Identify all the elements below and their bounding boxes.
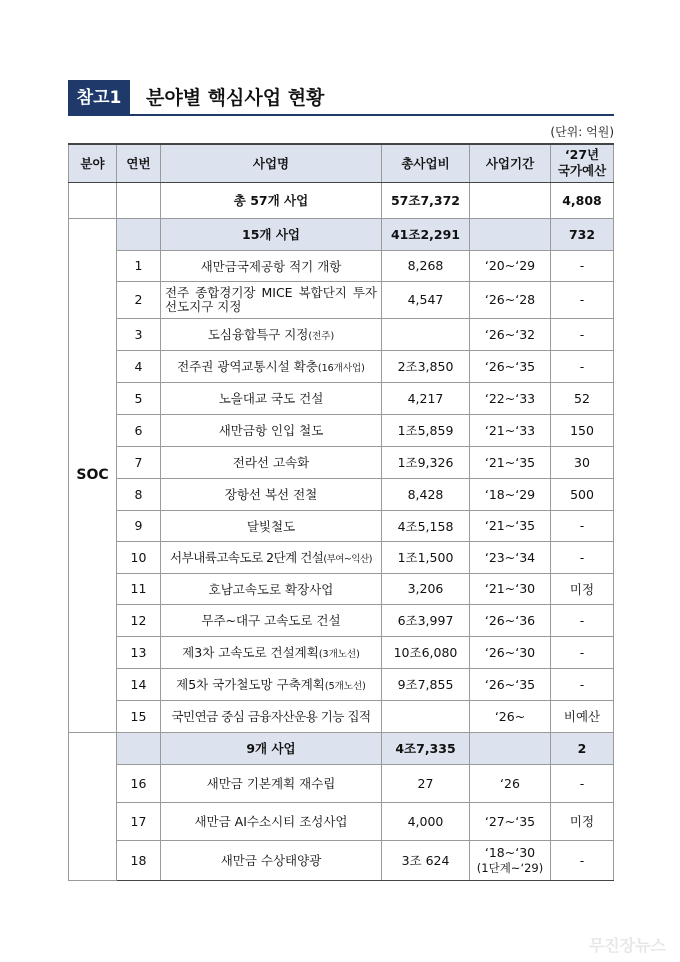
row-name-text: 새만금국제공항 적기 개항 bbox=[200, 258, 342, 274]
row-name-text: 전주 종합경기장 MICE 복합단지 투자선도지구 지정 bbox=[165, 284, 377, 314]
reference-tag: 참고1 bbox=[68, 80, 130, 116]
row-no: 17 bbox=[117, 802, 161, 840]
row-name bbox=[161, 510, 382, 541]
col-total: 총사업비 bbox=[382, 144, 470, 182]
row-period: ‘23~‘34 bbox=[470, 541, 551, 573]
row-name bbox=[161, 764, 382, 802]
row-period bbox=[470, 840, 551, 880]
table-row bbox=[69, 382, 614, 414]
table-row bbox=[69, 840, 614, 880]
table-row bbox=[69, 541, 614, 573]
col-no: 연번 bbox=[117, 144, 161, 182]
row-name-text: 전주권 광역교통시설 확충 bbox=[177, 359, 318, 374]
row-budget: - bbox=[551, 281, 614, 318]
table-row bbox=[69, 250, 614, 281]
row-period: ‘21~‘33 bbox=[470, 414, 551, 446]
row-period: ‘26~‘32 bbox=[470, 318, 551, 350]
row-no: 16 bbox=[117, 764, 161, 802]
row-no: 10 bbox=[117, 541, 161, 573]
table-row bbox=[69, 700, 614, 732]
row-budget: 150 bbox=[551, 414, 614, 446]
row-name-text: 서부내륙고속도로 2단계 건설 bbox=[170, 550, 324, 565]
row-name-note: (3개노선) bbox=[318, 649, 360, 660]
row-name bbox=[161, 802, 382, 840]
row-name bbox=[161, 250, 382, 281]
row-period: ‘26~‘28 bbox=[470, 281, 551, 318]
field-soc: SOC bbox=[69, 218, 117, 732]
empty-cell bbox=[470, 218, 551, 250]
empty-cell bbox=[117, 732, 161, 764]
row-no: 4 bbox=[117, 350, 161, 382]
table-row bbox=[69, 573, 614, 604]
row-name bbox=[161, 318, 382, 350]
row-total: 4조5,158 bbox=[382, 510, 470, 541]
group2-summary-budget: 2 bbox=[551, 732, 614, 764]
row-total: 27 bbox=[382, 764, 470, 802]
row-period: ‘21~‘30 bbox=[470, 573, 551, 604]
row-period: ‘26~‘30 bbox=[470, 636, 551, 668]
row-period: ‘26~‘35 bbox=[470, 668, 551, 700]
empty-cell bbox=[117, 218, 161, 250]
row-no: 14 bbox=[117, 668, 161, 700]
heading-rule bbox=[130, 114, 614, 116]
row-name-text: 제5차 국가철도망 구축계획 bbox=[176, 677, 325, 692]
table-row bbox=[69, 318, 614, 350]
col-budget-line2: 국가예산 bbox=[557, 163, 607, 179]
table-row bbox=[69, 802, 614, 840]
table-row bbox=[69, 510, 614, 541]
col-budget-line1: ‘27년 bbox=[564, 147, 600, 163]
row-name bbox=[161, 478, 382, 510]
soc-summary-label: 15개 사업 bbox=[161, 218, 382, 250]
row-name bbox=[161, 573, 382, 604]
row-period: ‘20~‘29 bbox=[470, 250, 551, 281]
row-name bbox=[161, 840, 382, 880]
empty-cell bbox=[117, 182, 161, 218]
row-name bbox=[161, 350, 382, 382]
row-name-text: 무주~대구 고속도로 건설 bbox=[201, 613, 341, 628]
table-row bbox=[69, 281, 614, 318]
row-budget: - bbox=[551, 840, 614, 880]
table-row bbox=[69, 414, 614, 446]
row-name bbox=[161, 382, 382, 414]
row-name-text: 새만금 기본계획 재수립 bbox=[206, 776, 336, 791]
row-total: 8,428 bbox=[382, 478, 470, 510]
row-name-text: 장항선 복선 전철 bbox=[224, 487, 318, 502]
row-total: 1조9,326 bbox=[382, 446, 470, 478]
header-row bbox=[69, 144, 614, 182]
row-period: ‘21~‘35 bbox=[470, 510, 551, 541]
col-budget bbox=[551, 144, 614, 182]
row-no: 1 bbox=[117, 250, 161, 281]
row-period: ‘18~‘29 bbox=[470, 478, 551, 510]
row-total: 6조3,997 bbox=[382, 604, 470, 636]
row-budget: 미정 bbox=[551, 802, 614, 840]
col-period: 사업기간 bbox=[470, 144, 551, 182]
row-budget: - bbox=[551, 318, 614, 350]
row-total: 2조3,850 bbox=[382, 350, 470, 382]
row-no: 9 bbox=[117, 510, 161, 541]
empty-cell bbox=[470, 182, 551, 218]
grand-total-budget: 4,808 bbox=[551, 182, 614, 218]
row-name bbox=[161, 604, 382, 636]
row-name-text: 새만금항 인입 철도 bbox=[218, 423, 324, 438]
row-budget: - bbox=[551, 668, 614, 700]
row-period: ‘26~ bbox=[470, 700, 551, 732]
row-name-note: (16개사업) bbox=[317, 363, 365, 374]
row-no: 13 bbox=[117, 636, 161, 668]
row-budget: - bbox=[551, 510, 614, 541]
row-period: ‘22~‘33 bbox=[470, 382, 551, 414]
row-name-text: 노을대교 국도 건설 bbox=[218, 391, 324, 406]
row-total: 4,547 bbox=[382, 281, 470, 318]
row-name bbox=[161, 668, 382, 700]
row-no: 8 bbox=[117, 478, 161, 510]
table-row bbox=[69, 636, 614, 668]
row-name-note: (5개노선) bbox=[324, 681, 366, 692]
row-budget: - bbox=[551, 541, 614, 573]
row-name-text: 달빛철도 bbox=[246, 518, 296, 534]
row-name-text: 호남고속도로 확장사업 bbox=[208, 581, 334, 597]
row-total bbox=[382, 318, 470, 350]
row-no: 11 bbox=[117, 573, 161, 604]
row-budget: 비예산 bbox=[551, 700, 614, 732]
soc-summary-row bbox=[69, 218, 614, 250]
group2-summary-label: 9개 사업 bbox=[161, 732, 382, 764]
row-total: 8,268 bbox=[382, 250, 470, 281]
row-total: 9조7,855 bbox=[382, 668, 470, 700]
soc-summary-budget: 732 bbox=[551, 218, 614, 250]
grand-total-amount: 57조7,372 bbox=[382, 182, 470, 218]
row-total: 4,000 bbox=[382, 802, 470, 840]
row-no: 5 bbox=[117, 382, 161, 414]
project-table bbox=[68, 143, 614, 881]
table-row bbox=[69, 478, 614, 510]
group2-summary-total: 4조7,335 bbox=[382, 732, 470, 764]
row-name bbox=[161, 446, 382, 478]
section-heading bbox=[68, 80, 614, 116]
soc-summary-total: 41조2,291 bbox=[382, 218, 470, 250]
col-field: 분야 bbox=[69, 144, 117, 182]
row-name-text: 새만금 AI수소시티 조성사업 bbox=[194, 814, 348, 829]
row-total: 10조6,080 bbox=[382, 636, 470, 668]
row-budget: - bbox=[551, 636, 614, 668]
section-title: 분야별 핵심사업 현황 bbox=[146, 87, 325, 109]
row-budget: 52 bbox=[551, 382, 614, 414]
table-row bbox=[69, 668, 614, 700]
grand-total-row bbox=[69, 182, 614, 218]
watermark: 무진장뉴스 bbox=[588, 936, 666, 955]
empty-cell bbox=[69, 182, 117, 218]
row-total: 3조 624 bbox=[382, 840, 470, 880]
row-total: 1조1,500 bbox=[382, 541, 470, 573]
row-name-text: 전라선 고속화 bbox=[232, 455, 310, 470]
row-total: 1조5,859 bbox=[382, 414, 470, 446]
row-no: 15 bbox=[117, 700, 161, 732]
row-period: ‘26~‘36 bbox=[470, 604, 551, 636]
group2-summary-row bbox=[69, 732, 614, 764]
row-name bbox=[161, 636, 382, 668]
row-budget: - bbox=[551, 350, 614, 382]
row-name-text: 새만금 수상태양광 bbox=[220, 853, 322, 868]
table-row bbox=[69, 350, 614, 382]
table-row bbox=[69, 764, 614, 802]
row-total: 4,217 bbox=[382, 382, 470, 414]
row-period-note: (1단계~‘29) bbox=[476, 860, 544, 875]
row-period: ‘26 bbox=[470, 764, 551, 802]
field-empty bbox=[69, 732, 117, 880]
row-total bbox=[382, 700, 470, 732]
row-period-text: ‘18~‘30 bbox=[484, 844, 536, 860]
row-name bbox=[161, 541, 382, 573]
row-name bbox=[161, 700, 382, 732]
row-name-text: 도심융합특구 지정 bbox=[207, 327, 309, 342]
row-budget: 미정 bbox=[551, 573, 614, 604]
row-budget: - bbox=[551, 250, 614, 281]
row-name-note: (부여~익산) bbox=[323, 554, 372, 565]
row-no: 12 bbox=[117, 604, 161, 636]
row-no: 18 bbox=[117, 840, 161, 880]
row-no: 7 bbox=[117, 446, 161, 478]
row-total: 3,206 bbox=[382, 573, 470, 604]
row-period: ‘26~‘35 bbox=[470, 350, 551, 382]
row-budget: 30 bbox=[551, 446, 614, 478]
row-name-note: (전주) bbox=[308, 331, 335, 342]
grand-total-label: 총 57개 사업 bbox=[161, 182, 382, 218]
row-name-text: 국민연금 중심 금융자산운용 기능 집적 bbox=[171, 709, 371, 724]
row-name bbox=[161, 414, 382, 446]
row-period: ‘27~‘35 bbox=[470, 802, 551, 840]
row-name bbox=[161, 281, 382, 318]
row-no: 6 bbox=[117, 414, 161, 446]
col-name: 사업명 bbox=[161, 144, 382, 182]
table-row bbox=[69, 446, 614, 478]
row-budget: - bbox=[551, 764, 614, 802]
row-no: 2 bbox=[117, 281, 161, 318]
row-no: 3 bbox=[117, 318, 161, 350]
unit-label: (단위: 억원) bbox=[550, 125, 614, 139]
table-row bbox=[69, 604, 614, 636]
row-budget: 500 bbox=[551, 478, 614, 510]
row-name-text: 제3차 고속도로 건설계획 bbox=[182, 645, 319, 660]
row-period: ‘21~‘35 bbox=[470, 446, 551, 478]
row-budget: - bbox=[551, 604, 614, 636]
empty-cell bbox=[470, 732, 551, 764]
